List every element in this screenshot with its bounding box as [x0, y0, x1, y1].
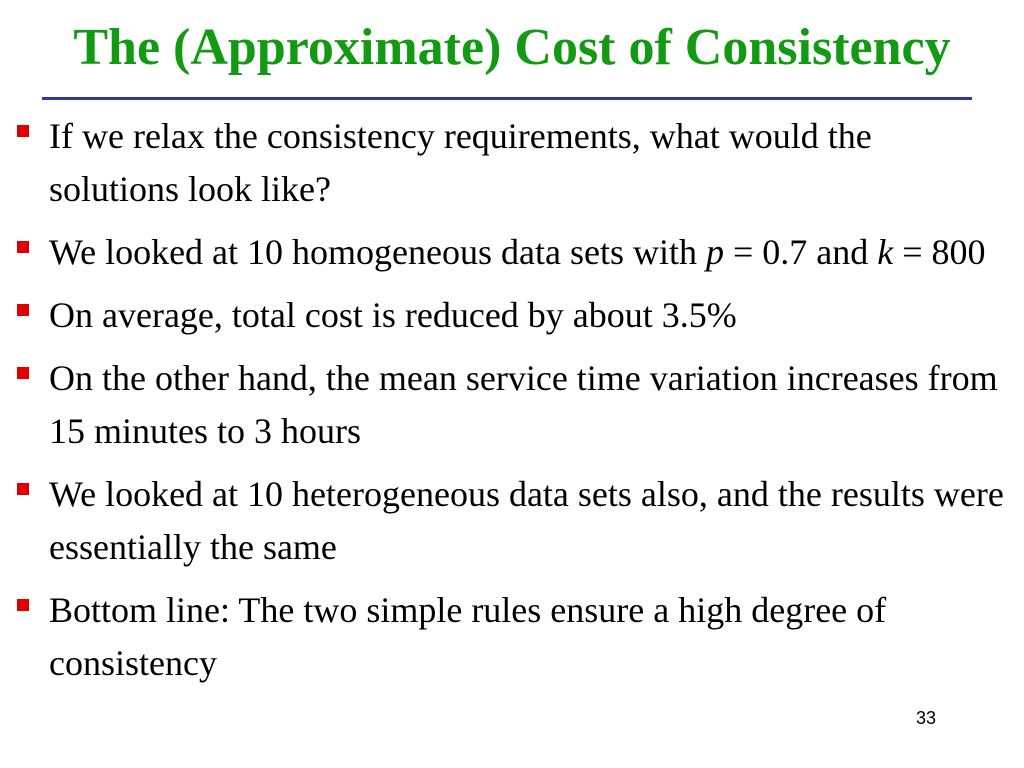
bullet-item	[0, 352, 1024, 458]
bullet-text-run: We looked at 10 homogeneous data sets with	[49, 232, 706, 272]
bullet-text	[49, 295, 737, 335]
bullet-text-run: = 0.7 and	[723, 232, 878, 272]
bullet-text	[49, 590, 886, 683]
variable-k: k	[877, 232, 894, 272]
bullet-list	[0, 110, 1024, 700]
bullet-text	[49, 116, 872, 209]
square-bullet-icon	[17, 304, 29, 316]
square-bullet-icon	[17, 125, 29, 137]
bullet-text-run: On average, total cost is reduced by about 3.5%	[49, 295, 737, 335]
slide-title: The (Approximate) Cost of Consistency	[73, 19, 951, 76]
bullet-item	[0, 584, 1024, 690]
square-bullet-icon	[17, 483, 29, 495]
square-bullet-icon	[17, 367, 29, 379]
bullet-text-run: On the other hand, the mean service time variation increases from 15 minutes to 3 hours	[49, 358, 998, 451]
bullet-text-run: = 800	[893, 232, 986, 272]
bullet-item	[0, 468, 1024, 574]
bullet-item	[0, 289, 1024, 342]
bullet-item	[0, 110, 1024, 216]
page-number: 33	[915, 708, 937, 728]
title-divider	[42, 97, 972, 100]
bullet-text-run: If we relax the consistency requirements, what would the solutions look like?	[49, 116, 872, 209]
square-bullet-icon	[17, 241, 29, 253]
bullet-text-run: We looked at 10 heterogeneous data sets also, and the results were essentially the same	[49, 474, 1004, 567]
variable-p: p	[705, 232, 724, 272]
bullet-text	[49, 232, 986, 272]
bullet-text-run: Bottom line: The two simple rules ensure a high degree of consistency	[49, 590, 887, 683]
bullet-text	[49, 474, 1004, 567]
square-bullet-icon	[17, 599, 29, 611]
bullet-text	[49, 358, 998, 451]
bullet-item	[0, 226, 1024, 279]
